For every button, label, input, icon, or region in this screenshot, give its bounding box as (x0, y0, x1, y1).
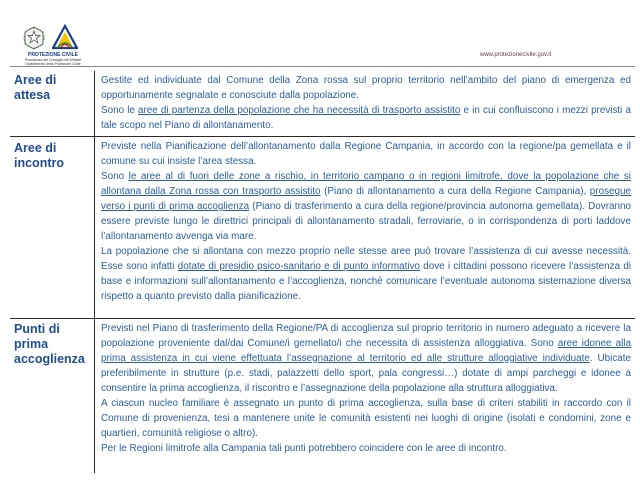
text-span: Sono (101, 171, 129, 182)
text-span: Previsti nel Piano di trasferimento della Regione/PA di accoglienza sul proprio territorio in numero adeguato a ricevere la popolazione proveniente dal/dai Comune/i gemellato/i che necessita di assistenza alloggiativa. Sono (101, 323, 631, 349)
table-row-aree-di-attesa (10, 71, 635, 137)
row-content (94, 71, 635, 136)
text-span: La popolazione che si allontana con mezzo proprio nelle stesse aree può trovare l’assistenza di cui avesse necessità. Esse sono infatti (101, 246, 631, 272)
logo-subtitle: Presidenza del Consiglio dei Ministri Dipartimento della Protezione Civile (24, 58, 82, 66)
info-table (10, 71, 635, 473)
logo-title: PROTEZIONE CIVILE (27, 52, 78, 58)
table-row-aree-di-incontro (10, 137, 635, 319)
text-span: (Piano di allontanamento a cura della Regione Campania), (320, 186, 590, 197)
row-label: Aree di attesa (14, 73, 57, 102)
row-label: Punti di prima accoglienza (14, 322, 85, 366)
paragraph (101, 103, 631, 133)
row-content (94, 319, 635, 473)
text-span: (Piano di trasferimento a cura della regione/provincia autonoma gemellata). Dovranno essere previste lungo le direttrici principali di allontanamento stradali, ferroviarie, o in corrispondenza di porti laddove l’allontanamento avvenga via mare. (101, 201, 631, 242)
text-span: dove i cittadini possono ricevere l’assistenza di base e informazioni sull’allontanamento e l’accoglienza, nonché comunicare l’eventuale autonoma sistemazione diversa rispetto a quanto previsto dalla pianificazione. (101, 261, 632, 302)
site-url: www.protezionecivile.gov.it (480, 52, 552, 58)
row-label: Aree di incontro (14, 141, 64, 170)
paragraph: Previste nella Pianificazione dell’allontanamento dalla Regione Campania, in accordo con la regione/pa gemellata e il comune su cui insiste l’area stessa. (101, 141, 631, 167)
underlined-text: dotate di presidio psico-sanitario e di punto informativo (177, 261, 421, 272)
row-content (94, 137, 635, 318)
underlined-text: prosegue verso i punti di prima accoglienza (101, 186, 631, 212)
table-row-punti-di-prima-accoglienza (10, 319, 635, 473)
text-span: e in cui confluiscono i mezzi previsti a tale scopo nel Piano di allontanamento. (101, 105, 631, 131)
paragraph: Per le Regioni limitrofe alla Campania tali punti potrebbero coincidere con le aree di incontro. (101, 443, 507, 454)
paragraph (101, 169, 631, 244)
protezione-civile-logo-icon (52, 24, 78, 50)
paragraph (101, 244, 631, 304)
italian-republic-emblem-icon (22, 26, 46, 50)
page-header (0, 0, 640, 68)
paragraph: Gestite ed individuate dal Comune della Zona rossa sul proprio territorio nell’ambito del piano di emergenza ed opportunamente segnalate e conosciute dalla popolazione. (101, 75, 631, 101)
underlined-text: aree idonee alla prima assistenza in cui viene effettuata l’assegnazione al territorio ed alle strutture alloggiative individuate (101, 338, 631, 364)
text-span: . Ubicate preferibilmente in strutture (p.e. stadi, palazzetti dello sport, pala congressi…) dotate di ampi parcheggi e idonee a consentire la prima accoglienza, il riscontro e l’assegnazione della popolazione alla struttura alloggiativa. (101, 353, 631, 394)
text-span: Sono le (101, 105, 139, 116)
header-divider (10, 66, 635, 67)
underlined-text: aree di partenza della popolazione che ha necessità di trasporto assistito (138, 105, 461, 116)
underlined-text: le aree al di fuori delle zone a rischio, in territorio campano o in regioni limitrofe, dove la popolazione che si allontana dalla Zona rossa con trasporto assistito (101, 171, 631, 197)
paragraph: A ciascun nucleo familiare è assegnato un punto di prima accoglienza, sulla base di criteri stabiliti in raccordo con il Comune di provenienza, tesi a mantenere unite le comunità esistenti nei luoghi di origine (isolati e condomini, zone e quartieri, comunità religiose o altro). (101, 398, 631, 439)
paragraph (101, 321, 631, 396)
